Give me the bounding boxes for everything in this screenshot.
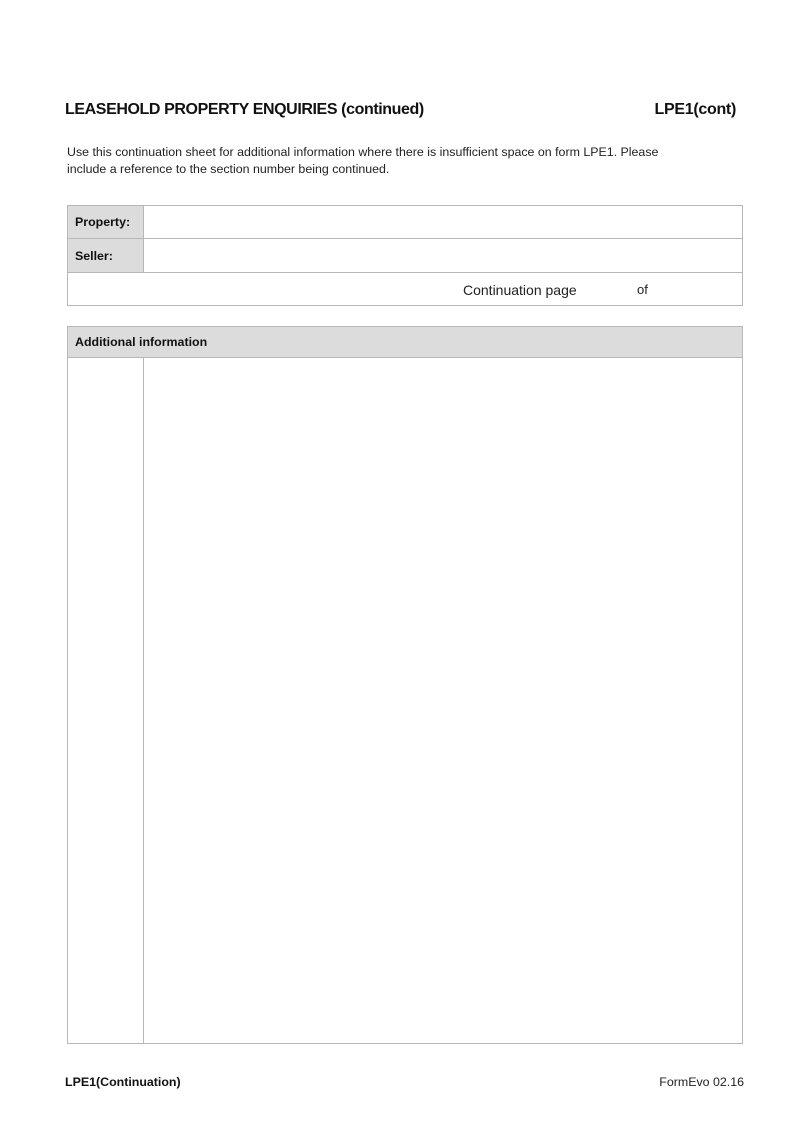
instructions-text	[67, 144, 743, 178]
section-reference-field[interactable]	[68, 358, 144, 1043]
total-pages-field[interactable]	[658, 277, 708, 299]
page-number-field[interactable]	[591, 277, 629, 299]
property-details-table	[67, 205, 743, 306]
footer-form-name: LPE1(Continuation)	[65, 1075, 181, 1089]
continuation-row	[68, 273, 742, 305]
seller-field[interactable]	[144, 239, 742, 272]
seller-row	[68, 239, 742, 273]
page-title: LEASEHOLD PROPERTY ENQUIRIES (continued)	[65, 101, 424, 118]
additional-information-header: Additional information	[68, 327, 742, 358]
instructions-line-1: Use this continuation sheet for additional information where there is insufficient space on form LPE1. Please	[67, 145, 659, 159]
of-label: of	[637, 282, 648, 297]
property-field[interactable]	[144, 206, 742, 238]
footer-version: FormEvo 02.16	[659, 1075, 744, 1089]
seller-label: Seller:	[68, 239, 144, 272]
property-row	[68, 206, 742, 239]
additional-information-box	[67, 326, 743, 1044]
additional-information-field[interactable]	[144, 358, 742, 1043]
continuation-page-label: Continuation page	[463, 282, 577, 298]
property-label: Property:	[68, 206, 144, 238]
form-code: LPE1(cont)	[654, 101, 736, 118]
instructions-line-2: include a reference to the section number being continued.	[67, 162, 390, 176]
